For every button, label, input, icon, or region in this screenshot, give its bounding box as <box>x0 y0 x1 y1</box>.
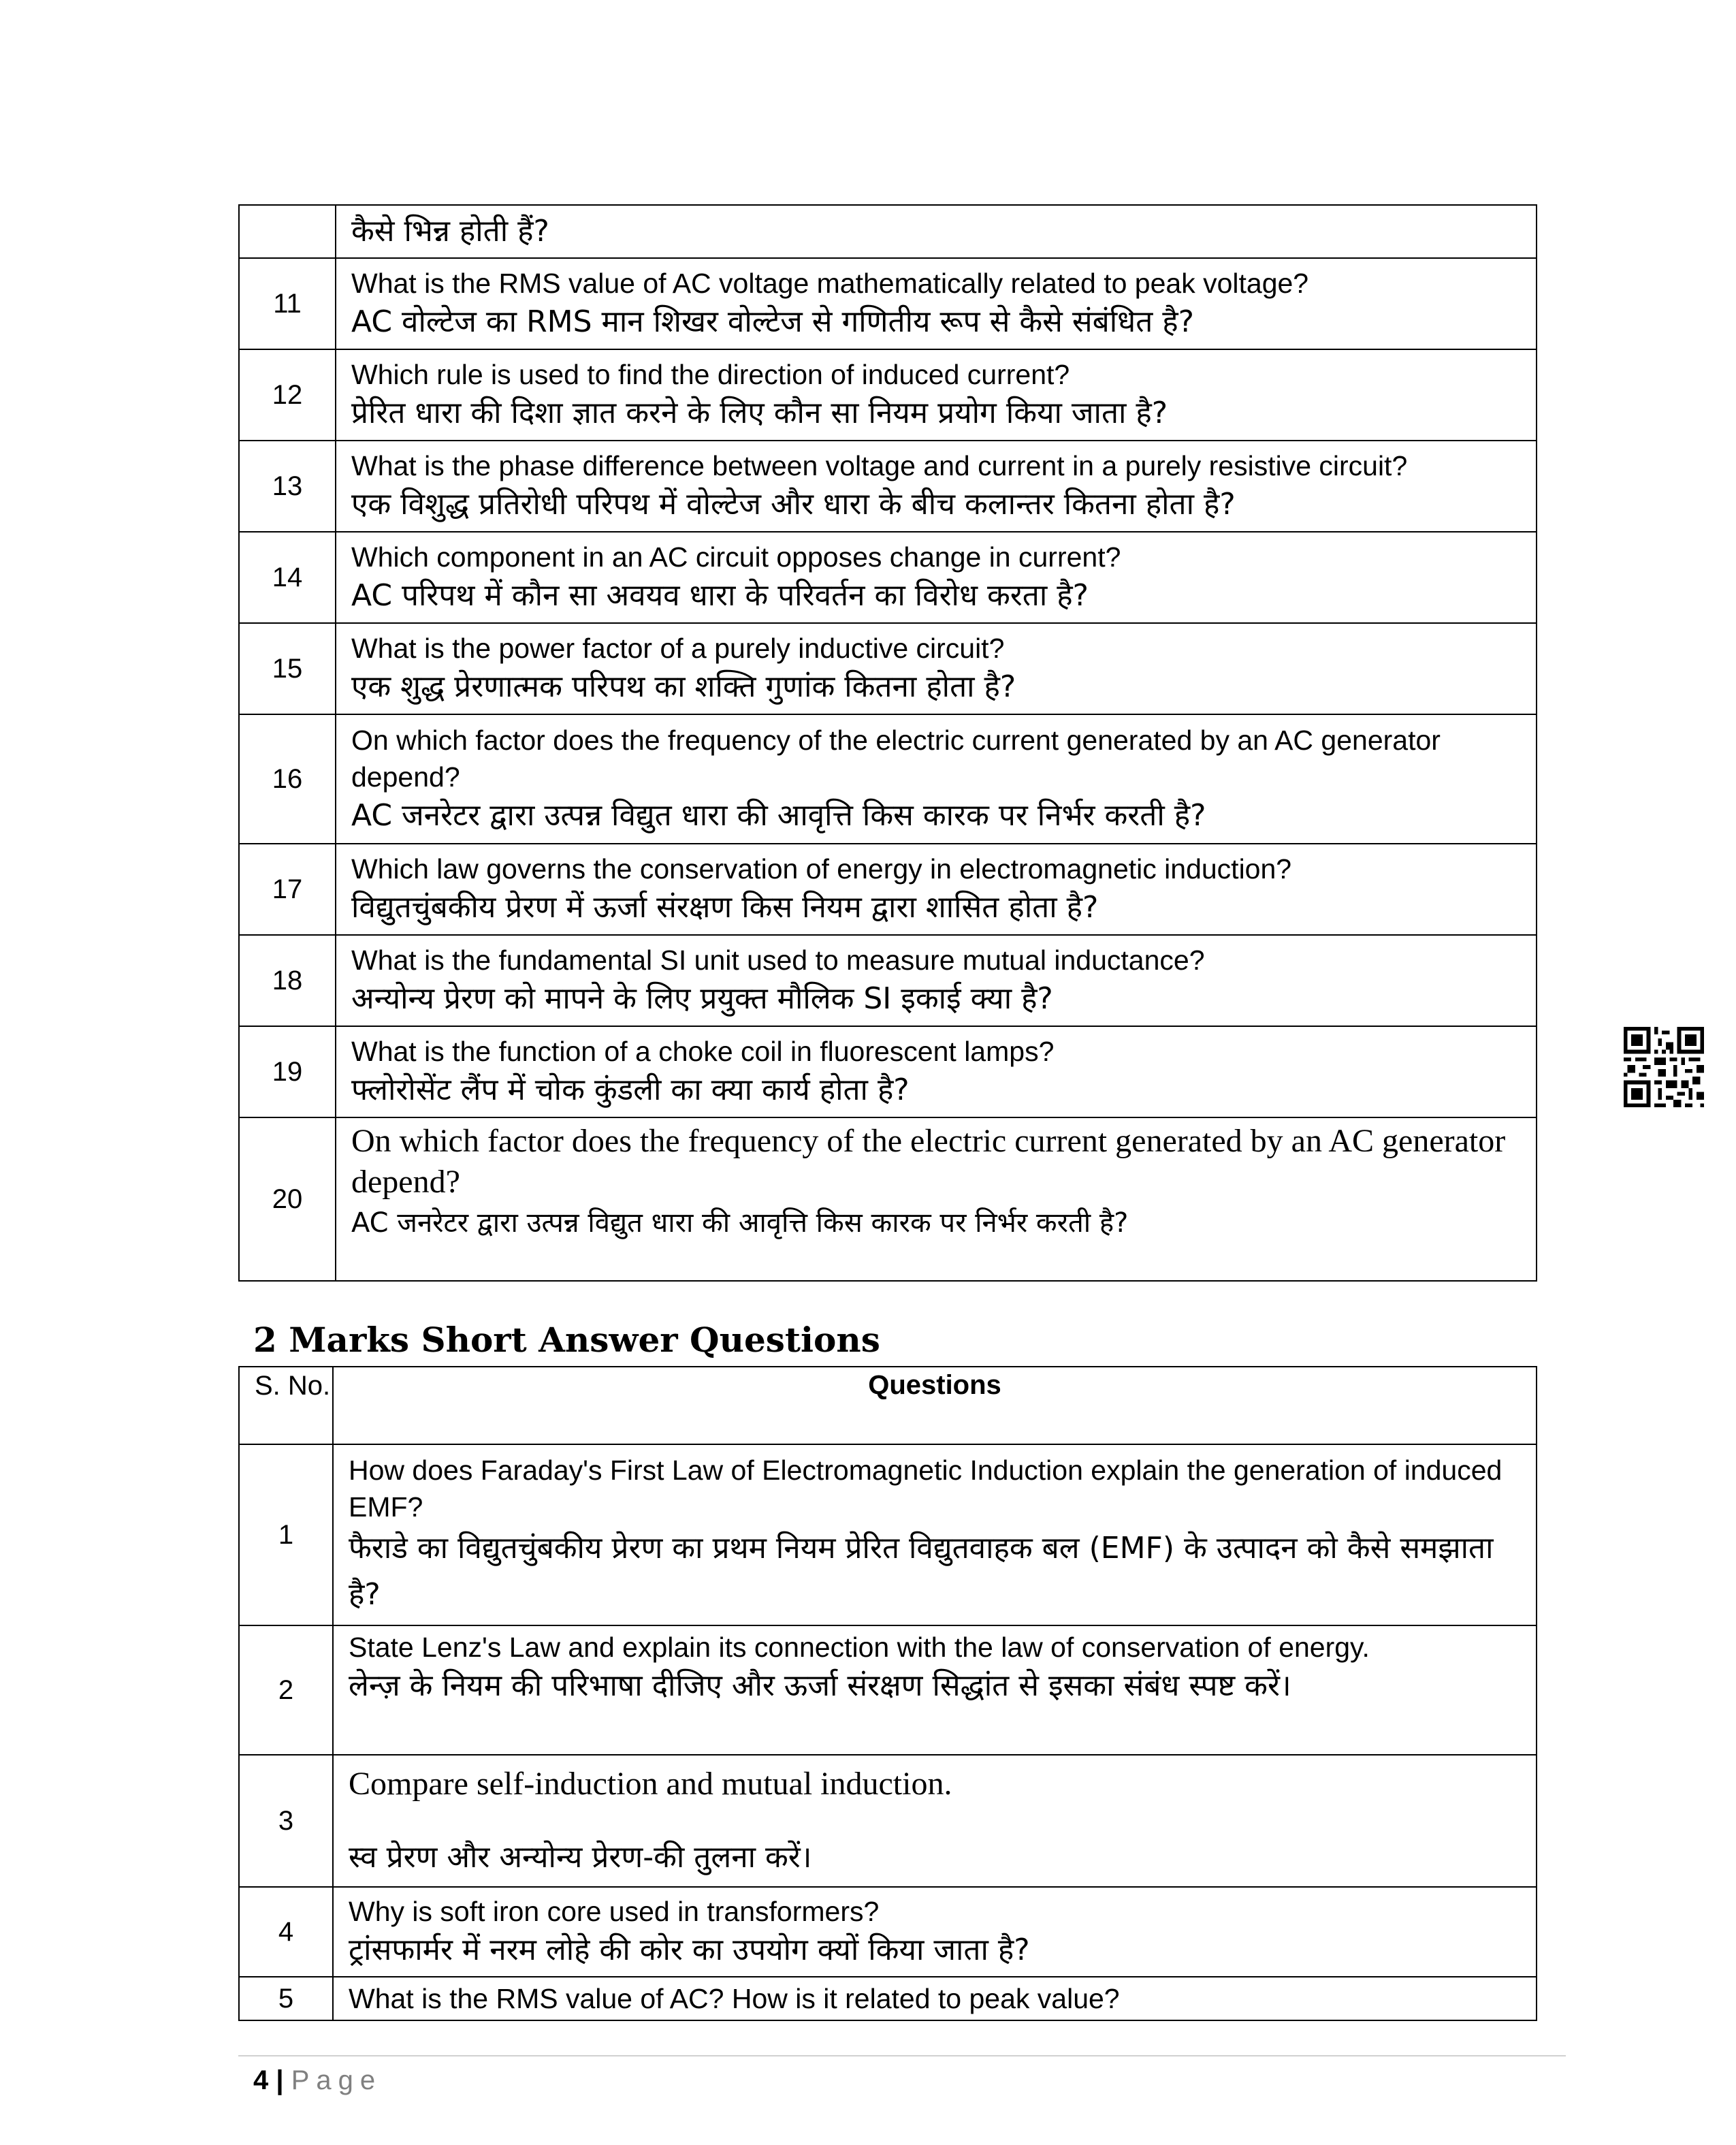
question-cell <box>336 1117 1537 1281</box>
question-english: How does Faraday's First Law of Electromagnetic Induction explain the generation of induced EMF? <box>349 1455 1502 1523</box>
header-questions-label: Questions <box>868 1370 1001 1400</box>
table-header-row <box>239 1367 1537 1444</box>
section-heading: 2 Marks Short Answer Questions <box>253 1320 880 1360</box>
question-cell <box>336 441 1537 532</box>
header-questions <box>333 1367 1537 1444</box>
table-row <box>239 1977 1537 2020</box>
question-cell <box>336 1026 1537 1117</box>
table-row <box>239 1444 1537 1625</box>
question-cell <box>336 258 1537 349</box>
question-hindi: एक विशुद्ध प्रतिरोधी परिपथ में वोल्टेज और धारा के बीच कलान्तर कितना होता है? <box>351 487 1236 522</box>
serial-cell <box>239 205 336 258</box>
serial-cell: 18 <box>239 935 336 1026</box>
question-cell <box>333 1887 1537 1977</box>
question-english: State Lenz's Law and explain its connection with the law of conservation of energy. <box>349 1632 1370 1663</box>
table-row <box>239 1026 1537 1117</box>
question-hindi: अन्योन्य प्रेरण को मापने के लिए प्रयुक्त मौलिक SI इकाई क्या है? <box>351 981 1053 1016</box>
question-hindi: AC जनरेटर द्वारा उत्पन्न विद्युत धारा की आवृत्ति किस कारक पर निर्भर करती है? <box>351 1207 1129 1239</box>
question-english: What is the RMS value of AC voltage mathematically related to peak voltage? <box>351 268 1309 299</box>
question-english: What is the RMS value of AC? How is it related to peak value? <box>349 1983 1120 2014</box>
questions-table-1mark <box>238 204 1537 1282</box>
table-row <box>239 349 1537 441</box>
question-hindi: स्व प्रेरण और अन्योन्य प्रेरण-की तुलना करें। <box>349 1840 812 1875</box>
question-cell <box>333 1625 1537 1755</box>
serial-cell: 15 <box>239 623 336 714</box>
question-hindi: AC परिपथ में कौन सा अवयव धारा के परिवर्तन का विरोध करता है? <box>351 578 1089 613</box>
question-cell <box>336 935 1537 1026</box>
table-row <box>239 1887 1537 1977</box>
serial-cell: 16 <box>239 714 336 844</box>
serial-cell: 11 <box>239 258 336 349</box>
table-row <box>239 1117 1537 1281</box>
question-english: Why is soft iron core used in transformers? <box>349 1896 880 1927</box>
question-english: Which component in an AC circuit opposes change in current? <box>351 541 1121 573</box>
question-hindi: लेन्ज़ के नियम की परिभाषा दीजिए और ऊर्जा संरक्षण सिद्धांत से इसका संबंध स्पष्ट करें। <box>349 1668 1291 1703</box>
question-english: On which factor does the frequency of the electric current generated by an AC generator depend? <box>351 1123 1506 1200</box>
qr-code-icon <box>1624 1027 1704 1107</box>
question-cell <box>336 205 1537 258</box>
table-row <box>239 205 1537 258</box>
question-hindi: फैराडे का विद्युतचुंबकीय प्रेरण का प्रथम नियम प्रेरित विद्युतवाहक बल (EMF) के उत्पादन को कैसे समझाता है? <box>349 1531 1494 1612</box>
serial-cell: 3 <box>239 1755 333 1887</box>
questions-table-2mark <box>238 1366 1537 2021</box>
serial-cell: 13 <box>239 441 336 532</box>
question-cell <box>336 714 1537 844</box>
question-cell <box>336 844 1537 935</box>
header-sno-label: S. No. <box>255 1371 331 1401</box>
table-row <box>239 623 1537 714</box>
question-hindi: कैसे भिन्न होती हैं? <box>351 214 549 249</box>
question-english: On which factor does the frequency of the electric current generated by an AC generator depend? <box>351 725 1441 793</box>
question-english: Compare self-induction and mutual induction. <box>349 1766 952 1802</box>
page-footer <box>253 2063 382 2097</box>
question-english: What is the function of a choke coil in fluorescent lamps? <box>351 1036 1055 1067</box>
question-hindi: ट्रांसफार्मर में नरम लोहे की कोर का उपयोग क्यों किया जाता है? <box>349 1933 1030 1967</box>
serial-cell: 14 <box>239 532 336 623</box>
serial-cell: 17 <box>239 844 336 935</box>
header-sno <box>239 1367 333 1444</box>
question-hindi: विद्युतचुंबकीय प्रेरण में ऊर्जा संरक्षण किस नियम द्वारा शासित होता है? <box>351 890 1099 925</box>
serial-cell: 4 <box>239 1887 333 1977</box>
table-row <box>239 258 1537 349</box>
question-hindi: AC जनरेटर द्वारा उत्पन्न विद्युत धारा की आवृत्ति किस कारक पर निर्भर करती है? <box>351 798 1206 833</box>
question-hindi: प्रेरित धारा की दिशा ज्ञात करने के लिए कौन सा नियम प्रयोग किया जाता है? <box>351 396 1168 430</box>
question-english: Which law governs the conservation of energy in electromagnetic induction? <box>351 853 1292 885</box>
question-english: What is the power factor of a purely inductive circuit? <box>351 633 1005 664</box>
question-cell <box>333 1444 1537 1625</box>
serial-cell: 5 <box>239 1977 333 2020</box>
table-row <box>239 1755 1537 1887</box>
question-cell <box>333 1977 1537 2020</box>
question-english: What is the phase difference between voltage and current in a purely resistive circuit? <box>351 450 1408 481</box>
question-hindi: एक शुद्ध प्रेरणात्मक परिपथ का शक्ति गुणांक कितना होता है? <box>351 669 1016 704</box>
serial-cell: 12 <box>239 349 336 441</box>
serial-cell: 19 <box>239 1026 336 1117</box>
question-hindi: AC वोल्टेज का RMS मान शिखर वोल्टेज से गणितीय रूप से कैसे संबंधित है? <box>351 304 1194 339</box>
question-cell <box>336 349 1537 441</box>
page-label: Page <box>291 2065 383 2095</box>
table-row <box>239 1625 1537 1755</box>
question-cell <box>333 1755 1537 1887</box>
table-row <box>239 441 1537 532</box>
question-english: What is the fundamental SI unit used to measure mutual inductance? <box>351 944 1205 976</box>
table-row <box>239 844 1537 935</box>
table-row <box>239 714 1537 844</box>
footer-divider <box>238 2055 1566 2056</box>
question-hindi: फ्लोरोसेंट लैंप में चोक कुंडली का क्या कार्य होता है? <box>351 1072 910 1107</box>
footer-separator: | <box>276 2065 284 2095</box>
serial-cell: 1 <box>239 1444 333 1625</box>
question-cell <box>336 623 1537 714</box>
serial-cell: 2 <box>239 1625 333 1755</box>
table-row <box>239 935 1537 1026</box>
page-number: 4 <box>253 2065 269 2095</box>
question-english: Which rule is used to find the direction of induced current? <box>351 359 1070 390</box>
question-cell <box>336 532 1537 623</box>
serial-cell: 20 <box>239 1117 336 1281</box>
table-row <box>239 532 1537 623</box>
